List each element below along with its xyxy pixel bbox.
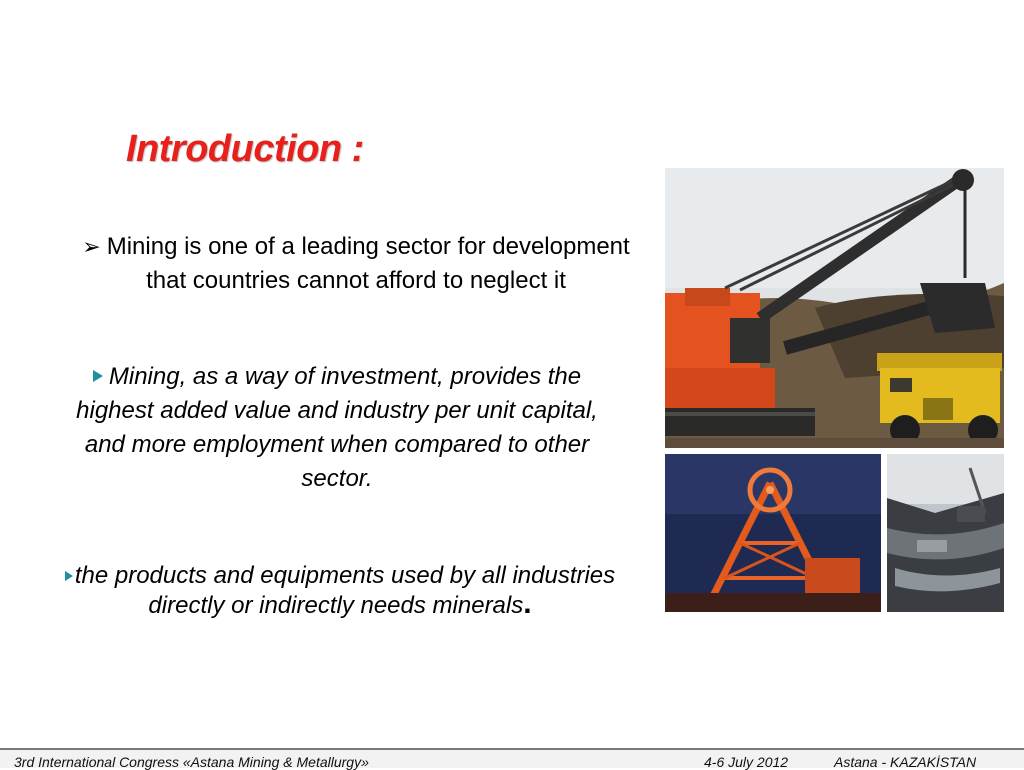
footer-location: Astana - KAZAKİSTAN (834, 754, 977, 770)
footer-date: 4-6 July 2012 (704, 754, 789, 770)
bullet-trailing-period: . (523, 587, 532, 620)
slide-footer (0, 748, 1024, 768)
bullet-mining-investment (62, 360, 612, 496)
bullet-text: Mining, as a way of investment, provides the highest added value and industry per unit capital, and more employment when compared to other sector. (76, 363, 598, 492)
arrow-bullet-icon: ➢ (82, 234, 101, 259)
teal-arrow-bullet-icon (65, 571, 73, 581)
open-pit-mine-photo (887, 454, 1004, 612)
slide-title: Introduction : (126, 128, 364, 170)
bullet-products-minerals (40, 562, 640, 620)
footer-congress-name: 3rd International Congress «Astana Mining & Metallurgy» (14, 754, 369, 770)
bullet-text: the products and equipments used by all industries directly or indirectly needs minerals (74, 562, 616, 619)
mine-headframe-photo (665, 454, 881, 612)
bullet-mining-sector (74, 230, 638, 298)
teal-arrow-bullet-icon (93, 370, 103, 382)
bullet-text: Mining is one of a leading sector for development that countries cannot afford to neglect it (106, 233, 630, 294)
mining-photos-collage (665, 168, 1004, 612)
mining-shovel-photo (665, 168, 1004, 448)
